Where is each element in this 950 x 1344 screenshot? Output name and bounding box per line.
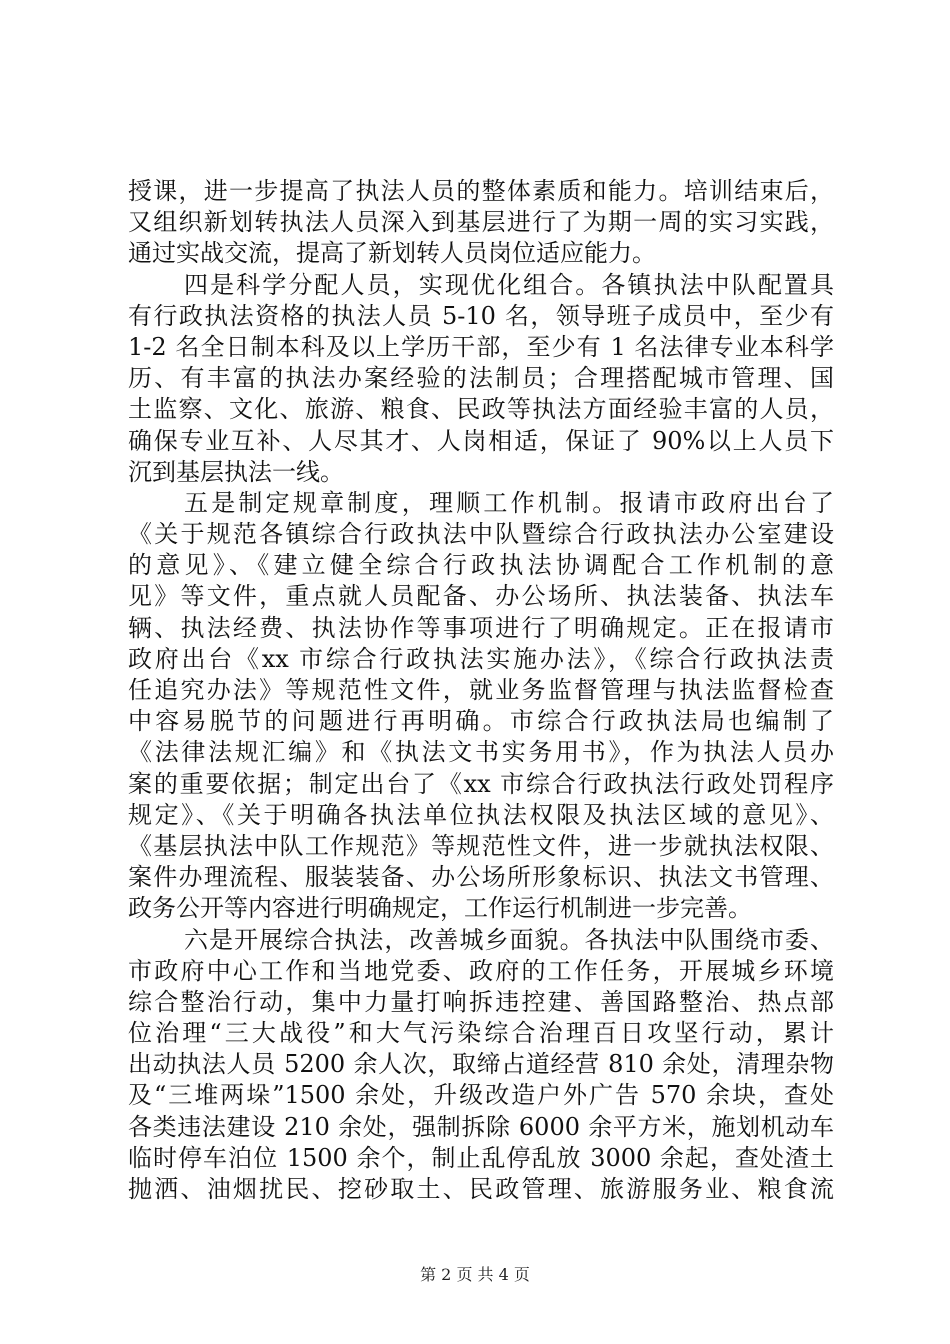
- text-line: 规定》、《关于明确各执法单位执法权限及执法区域的意见》、: [128, 800, 834, 829]
- text-line: 案的重要依据；制定出台了《xx 市综合行政执法行政处罚程序: [128, 769, 834, 798]
- text-line: 位治理“三大战役”和大气污染综合治理百日攻坚行动，累计: [128, 1019, 834, 1048]
- paragraph-start-line: 五是制定规章制度，理顺工作机制。报请市政府出台了: [184, 488, 834, 517]
- text-line: 中容易脱节的问题进行再明确。市综合行政执法局也编制了: [128, 707, 834, 736]
- text-line: 《基层执法中队工作规范》等规范性文件，进一步就执法权限、: [128, 831, 834, 860]
- text-line: 抛洒、油烟扰民、挖砂取土、民政管理、旅游服务业、粮食流: [128, 1175, 834, 1203]
- text-line: 沉到基层执法一线。: [128, 457, 344, 486]
- text-line: 又组织新划转执法人员深入到基层进行了为期一周的实习实践，: [128, 208, 834, 237]
- text-line: 《法律法规汇编》和《执法文书实务用书》，作为执法人员办: [128, 738, 834, 767]
- text-line: 各类违法建设 210 余处，强制拆除 6000 余平方米，施划机动车: [128, 1112, 834, 1141]
- text-line: 政务公开等内容进行明确规定，工作运行机制进一步完善。: [128, 894, 752, 923]
- text-line: 确保专业互补、人尽其才、人岗相适，保证了 90%以上人员下: [128, 426, 834, 455]
- text-line: 1-2 名全日制本科及以上学历干部，至少有 1 名法律专业本科学: [128, 332, 834, 361]
- text-line: 土监察、文化、旅游、粮食、民政等执法方面经验丰富的人员，: [128, 395, 834, 424]
- text-line: 见》等文件，重点就人员配备、办公场所、执法装备、执法车: [128, 582, 834, 611]
- text-line: 授课，进一步提高了执法人员的整体素质和能力。培训结束后，: [128, 177, 834, 205]
- body-text: [128, 176, 834, 1205]
- text-line: 案件办理流程、服装装备、办公场所形象标识、执法文书管理、: [128, 863, 834, 892]
- text-line: 市政府中心工作和当地党委、政府的工作任务，开展城乡环境: [128, 956, 834, 985]
- text-line: 《关于规范各镇综合行政执法中队暨综合行政执法办公室建设: [128, 520, 834, 549]
- text-line: 任追究办法》等规范性文件，就业务监督管理与执法监督检查: [128, 676, 834, 704]
- text-line: 的意见》、《建立健全综合行政执法协调配合工作机制的意: [128, 551, 834, 580]
- text-line: 及“三堆两垛”1500 余处，升级改造户外广告 570 余块，查处: [128, 1081, 834, 1110]
- page-number-footer: 第 2 页 共 4 页: [420, 1265, 530, 1284]
- text-line: 历、有丰富的执法办案经验的法制员；合理搭配城市管理、国: [128, 364, 834, 393]
- text-line: 有行政执法资格的执法人员 5-10 名，领导班子成员中，至少有: [128, 301, 834, 330]
- text-line: 临时停车泊位 1500 余个，制止乱停乱放 3000 余起，查处渣土: [128, 1143, 834, 1172]
- text-line: 通过实战交流，提高了新划转人员岗位适应能力。: [128, 239, 656, 268]
- text-line: 政府出台《xx 市综合行政执法实施办法》，《综合行政执法责: [128, 644, 834, 673]
- text-line: 综合整治行动，集中力量打响拆违控建、善国路整治、热点部: [128, 987, 834, 1016]
- text-line: 出动执法人员 5200 余人次，取缔占道经营 810 余处，清理杂物: [128, 1050, 834, 1079]
- paragraph-start-line: 六是开展综合执法，改善城乡面貌。各执法中队围绕市委、: [184, 925, 834, 954]
- paragraph-start-line: 四是科学分配人员，实现优化组合。各镇执法中队配置具: [184, 270, 834, 299]
- text-line: 辆、执法经费、执法协作等事项进行了明确规定。正在报请市: [128, 613, 834, 642]
